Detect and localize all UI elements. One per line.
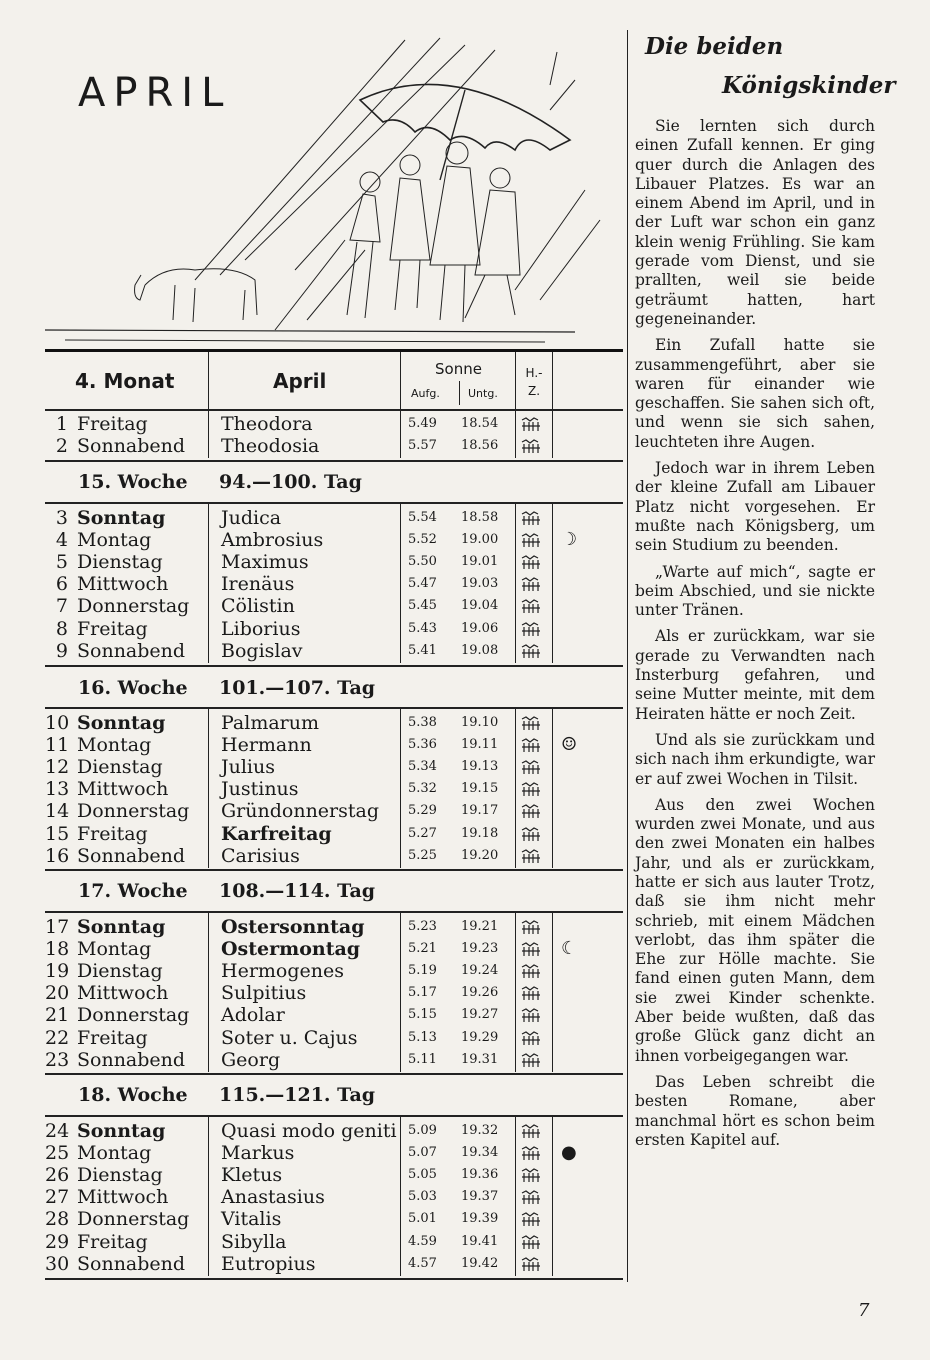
saint-name: Sibylla [221,1230,287,1253]
sunrise-time: 5.36 [408,737,437,753]
sunrise-time: 5.09 [408,1123,437,1138]
saint-name: Ambrosius [221,529,324,552]
rule [45,1073,623,1075]
leo-zodiac-icon [520,598,542,614]
weekday: Montag [77,734,152,757]
saint-name: Hermann [221,734,312,757]
sunrise-time: 5.47 [408,576,437,592]
sunrise-time: 5.23 [408,919,437,934]
sunset-time: 19.13 [461,759,499,775]
weekday: Freitag [77,822,148,845]
gemini-zodiac-icon [520,1234,542,1250]
day-number: 4 [55,529,68,552]
col-line [552,352,553,409]
sunrise-time: 4.59 [408,1233,437,1249]
col-line [552,912,553,1072]
moon-phase-icon: ☽ [561,529,578,551]
day-number: 19 [45,960,70,983]
saint-name: Quasi modo geniti [221,1120,397,1142]
saint-name: Julius [221,756,275,779]
sagittarius-zodiac-icon [520,826,542,842]
table-row [45,1186,623,1208]
sunset-time: 19.15 [461,781,499,797]
weekday: Donnerstag [77,1208,190,1231]
sunset-time: 18.56 [461,438,499,454]
week-days: 115.—121. Tag [219,1084,376,1106]
gemini-zodiac-icon [520,416,542,432]
week-days: 101.—107. Tag [219,677,376,699]
sun-label: Sonne [435,360,482,378]
table-row [45,1231,623,1253]
day-number: 9 [55,639,68,662]
sunrise-label: Aufg. [411,387,440,400]
sunset-time: 19.23 [461,941,499,957]
weekday: Sonnabend [77,639,186,662]
aries-zodiac-icon [520,1123,542,1139]
weekday: Freitag [77,1230,148,1253]
story-title-line2: Königskinder [722,72,896,99]
story-text [635,117,875,1157]
saint-name: Justinus [221,778,299,801]
saint-name: Theodosia [221,435,320,458]
table-row [45,800,623,822]
story-paragraph: Ein Zufall hatte sie zusammengeführt, aber sie waren für einander wie geschaffen. Sie sahen sich oft, und wenn sie sich sahen, leuchteten ihre Augen. [635,336,875,451]
scorpio-zodiac-icon [520,781,542,797]
table-row [45,938,623,960]
weekday: Sonnabend [77,844,186,867]
table-row [45,1004,623,1026]
table-row [45,1027,623,1049]
weekday: Sonntag [77,507,166,529]
aquarius-zodiac-icon [520,963,542,979]
weekday: Dienstag [77,1164,163,1187]
sunset-time: 19.34 [461,1145,499,1161]
sunset-time: 19.32 [461,1123,499,1138]
rule [45,1278,623,1280]
day-number: 17 [45,916,70,938]
rule [45,502,623,504]
saint-name: Irenäus [221,573,295,596]
sunrise-time: 5.03 [408,1189,437,1205]
gemini-zodiac-icon [520,1256,542,1272]
day-number: 14 [45,800,70,823]
table-row [45,595,623,617]
sunset-time: 19.27 [461,1007,499,1023]
sunset-time: 19.00 [461,532,499,548]
week-number: 17. Woche [78,880,188,902]
col-line [515,352,516,409]
pisces-zodiac-icon [520,1007,542,1023]
saint-name: Karfreitag [221,822,332,845]
day-number: 26 [45,1164,70,1187]
capricorn-zodiac-icon [520,919,542,935]
day-number: 5 [55,551,68,574]
col-line [208,912,209,1072]
week-days: 108.—114. Tag [219,880,376,902]
weekday: Freitag [77,413,148,435]
sunrise-time: 4.57 [408,1255,437,1271]
sunrise-time: 5.54 [408,510,437,525]
weekday: Dienstag [77,960,163,983]
saint-name: Judica [221,507,282,529]
sunrise-time: 5.45 [408,598,437,614]
pisces-zodiac-icon [520,1052,542,1068]
sunset-label: Untg. [468,387,498,400]
sunrise-time: 5.01 [408,1211,437,1227]
weekday: Sonntag [77,916,166,938]
day-number: 28 [45,1208,70,1231]
week-number: 16. Woche [78,677,188,699]
sunrise-time: 5.19 [408,963,437,979]
sunset-time: 19.08 [461,642,499,658]
sunset-time: 19.20 [461,847,499,863]
sunrise-time: 5.25 [408,847,437,863]
day-number: 2 [55,435,68,458]
sunset-time: 18.54 [461,416,499,431]
day-number: 18 [45,938,70,961]
weekday: Donnerstag [77,800,190,823]
table-row [45,1142,623,1164]
scorpio-zodiac-icon [520,803,542,819]
saint-name: Eutropius [221,1252,316,1275]
sunset-time: 19.17 [461,803,499,819]
rule [45,409,623,411]
table-row [45,734,623,756]
sunrise-time: 5.07 [408,1145,437,1161]
sunrise-time: 5.57 [408,438,437,454]
table-row [45,435,623,457]
col-line [459,381,460,405]
weekday: Freitag [77,1026,148,1049]
table-row [45,1164,623,1186]
col-line [400,409,401,458]
weekday: Dienstag [77,756,163,779]
weekday: Montag [77,1142,152,1165]
story-paragraph: „Warte auf mich“, sagte er beim Abschied, und sie nickte unter Tränen. [635,562,875,620]
table-row [45,1120,623,1142]
week-number: 15. Woche [78,471,188,493]
day-number: 29 [45,1230,70,1253]
col-line [515,1116,516,1276]
sunset-time: 19.37 [461,1189,499,1205]
col-line [400,1116,401,1276]
sunrise-time: 5.49 [408,416,437,431]
col-line [552,1116,553,1276]
day-number: 8 [55,617,68,640]
saint-name: Gründonnerstag [221,800,380,823]
sunrise-time: 5.34 [408,759,437,775]
table-row [45,507,623,529]
table-row [45,712,623,734]
table-row [45,1208,623,1230]
weekday: Sonntag [77,1120,166,1142]
taurus-zodiac-icon [520,1167,542,1183]
week-header [45,468,623,500]
rule [45,869,623,871]
col-line [515,503,516,663]
sunrise-time: 5.43 [408,620,437,636]
day-number: 15 [45,822,70,845]
saint-name: Ostersonntag [221,916,365,938]
sunrise-time: 5.38 [408,715,437,730]
weekday: Montag [77,938,152,961]
week-header [45,877,623,909]
saint-name: Vitalis [221,1208,282,1231]
sunset-time: 19.24 [461,963,499,979]
day-number: 30 [45,1252,70,1275]
table-row [45,823,623,845]
day-number: 22 [45,1026,70,1049]
table-row [45,778,623,800]
col-line [400,352,401,409]
day-number: 16 [45,844,70,867]
weekday: Sonnabend [77,435,186,458]
col-line [515,409,516,458]
table-row [45,1049,623,1071]
sunrise-time: 5.29 [408,803,437,819]
sunset-time: 19.21 [461,919,499,934]
month-number-label: 4. Monat [75,369,175,393]
rule [45,1115,623,1117]
col-line [208,409,209,458]
pisces-zodiac-icon [520,1030,542,1046]
weekday: Donnerstag [77,1004,190,1027]
weekday: Sonnabend [77,1252,186,1275]
saint-name: Sulpitius [221,982,307,1005]
col-line [208,708,209,868]
day-number: 27 [45,1186,70,1209]
table-row [45,413,623,435]
rule [45,460,623,462]
gemini-zodiac-icon [520,438,542,454]
day-number: 7 [55,595,68,618]
col-line [515,912,516,1072]
saint-name: Anastasius [221,1186,325,1209]
sunset-time: 19.26 [461,985,499,1001]
col-line [552,708,553,868]
week-header [45,674,623,706]
week-number: 18. Woche [78,1084,188,1106]
sunrise-time: 5.50 [408,554,437,570]
sunrise-time: 5.15 [408,1007,437,1023]
taurus-zodiac-icon [520,1189,542,1205]
page-number: 7 [858,1300,870,1321]
story-paragraph: Das Leben schreibt die besten Romane, aber manchmal hört es schon beim ersten Kapitel auf. [635,1072,875,1149]
col-line [400,912,401,1072]
saint-name: Ostermontag [221,938,361,961]
weekday: Freitag [77,617,148,640]
sunset-time: 18.58 [461,510,499,525]
table-row [45,756,623,778]
day-number: 10 [45,712,70,734]
saint-name: Carisius [221,844,300,867]
sunset-time: 19.01 [461,554,499,570]
col-line [208,1116,209,1276]
sunrise-time: 5.13 [408,1029,437,1045]
sunset-time: 19.42 [461,1255,499,1271]
day-number: 3 [55,507,68,529]
saint-name: Georg [221,1048,281,1071]
saint-name: Theodora [221,413,313,435]
sunrise-time: 5.41 [408,642,437,658]
libra-zodiac-icon [520,759,542,775]
rule [45,665,623,667]
weekday: Sonnabend [77,1048,186,1071]
moon-phase-icon: ● [561,1142,577,1164]
day-number: 6 [55,573,68,596]
story-paragraph: Und als sie zurückkam und sich nach ihm erkundigte, war er auf zwei Wochen in Tilsit. [635,730,875,788]
story-paragraph: Als er zurückkam, war sie gerade zu Verwandten nach Insterburg gefahren, und seine Mutter meinte, mit dem Heiraten hätte er noch Zeit. [635,627,875,723]
saint-name: Soter u. Cajus [221,1026,358,1049]
table-header [45,352,623,409]
col-line [208,352,209,409]
virgo-zodiac-icon [520,643,542,659]
col-line [552,503,553,663]
weekday: Montag [77,529,152,552]
day-number: 21 [45,1004,70,1027]
day-number: 23 [45,1048,70,1071]
col-line [208,503,209,663]
cancer-zodiac-icon [520,532,542,548]
saint-name: Adolar [221,1004,285,1027]
gemini-zodiac-icon [520,510,542,526]
weekday: Mittwoch [77,573,169,596]
story-paragraph: Sie lernten sich durch einen Zufall kennen. Er ging quer durch die Anlagen des Libauer Platzes. Es war an einem Abend im April, und in der Luft war schon ein ganz klein wenig Frühling. Sie kam gerade vom Dienst, und sie prallten, weil sie beide geträumt hatten, hart gegeneinander. [635,117,875,328]
virgo-zodiac-icon [520,715,542,731]
column-separator [627,30,628,1282]
rule [45,707,623,709]
sunrise-time: 5.32 [408,781,437,797]
saint-name: Maximus [221,551,309,574]
sagittarius-zodiac-icon [520,848,542,864]
table-row [45,916,623,938]
sunset-time: 19.11 [461,737,499,753]
sunrise-time: 5.52 [408,532,437,548]
saint-name: Hermogenes [221,960,344,983]
sunrise-time: 5.27 [408,825,437,841]
day-number: 11 [45,734,70,757]
table-row [45,960,623,982]
sunset-time: 19.10 [461,715,499,730]
sunset-time: 19.41 [461,1233,499,1249]
table-row [45,529,623,551]
sunset-time: 19.18 [461,825,499,841]
rule [45,911,623,913]
zodiac-label: H.-Z. [525,366,543,398]
day-number: 25 [45,1142,70,1165]
sunset-time: 19.04 [461,598,499,614]
col-line [515,708,516,868]
saint-name: Palmarum [221,712,320,734]
table-row [45,845,623,867]
aquarius-zodiac-icon [520,985,542,1001]
weekday: Sonntag [77,712,166,734]
sunrise-time: 5.05 [408,1167,437,1183]
sunset-time: 19.03 [461,576,499,592]
sunrise-time: 5.11 [408,1051,437,1067]
col-line [400,503,401,663]
day-number: 20 [45,982,70,1005]
week-header [45,1081,623,1113]
moon-phase-icon: ☺ [561,734,578,756]
leo-zodiac-icon [520,576,542,592]
weekday: Donnerstag [77,595,190,618]
col-line [552,409,553,458]
table-row [45,551,623,573]
day-number: 1 [55,413,68,435]
month-name-label: April [273,369,327,393]
sunrise-time: 5.17 [408,985,437,1001]
libra-zodiac-icon [520,737,542,753]
table-row [45,1253,623,1275]
moon-phase-icon: ☾ [561,938,578,960]
cancer-zodiac-icon [520,554,542,570]
sunset-time: 19.29 [461,1029,499,1045]
saint-name: Cölistin [221,595,295,618]
rain-umbrella-illustration [45,30,610,348]
sunset-time: 19.31 [461,1051,499,1067]
day-number: 24 [45,1120,70,1142]
weekday: Mittwoch [77,1186,169,1209]
table-row [45,573,623,595]
saint-name: Markus [221,1142,295,1165]
saint-name: Kletus [221,1164,283,1187]
story-paragraph: Jedoch war in ihrem Leben der kleine Zufall am Libauer Platz nicht vorgesehen. Er mußte nach Königsberg, um sein Studium zu beenden. [635,459,875,555]
story-title-line1: Die beiden [645,33,784,60]
capricorn-zodiac-icon [520,941,542,957]
table-row [45,640,623,662]
month-title: APRIL [78,70,232,116]
sunset-time: 19.06 [461,620,499,636]
saint-name: Bogislav [221,639,303,662]
day-number: 13 [45,778,70,801]
table-row [45,618,623,640]
col-line [400,708,401,868]
saint-name: Liborius [221,617,301,640]
story-paragraph: Aus den zwei Wochen wurden zwei Monate, und aus den zwei Monaten ein halbes Jahr, und als er zurückkam, hatte er sich aus lauter Trotz, daß sie ihm nicht mehr schrieb, mit einem Mädchen verlobt, das ihm später die Ehe zur Hölle machte. Sie fand einen guten Mann, dem sie zwei Kinder schenkte. Aber beide wußten, daß das große Glück ganz dicht an ihnen vorbeigegangen war. [635,795,875,1065]
gemini-zodiac-icon [520,1211,542,1227]
sunset-time: 19.39 [461,1211,499,1227]
day-number: 12 [45,756,70,779]
sunrise-time: 5.21 [408,941,437,957]
table-row [45,982,623,1004]
sunset-time: 19.36 [461,1167,499,1183]
weekday: Mittwoch [77,778,169,801]
aries-zodiac-icon [520,1145,542,1161]
week-days: 94.—100. Tag [219,471,362,493]
weekday: Mittwoch [77,982,169,1005]
weekday: Dienstag [77,551,163,574]
leo-zodiac-icon [520,621,542,637]
